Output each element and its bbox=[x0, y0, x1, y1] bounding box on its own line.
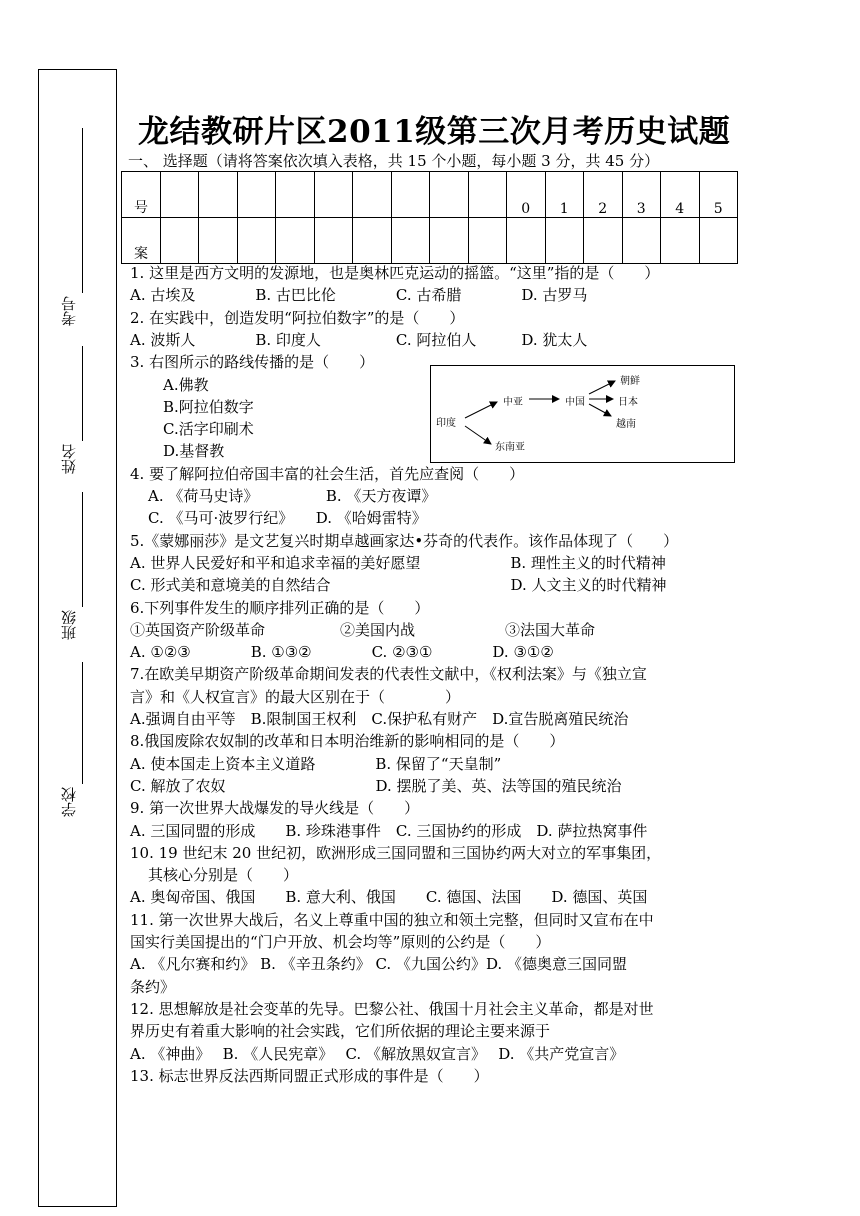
answer-row bbox=[122, 218, 738, 264]
question-line: 7.在欧美早期资产阶级革命期间发表的代表性文献中，《权利法案》与《独立宣 bbox=[130, 665, 647, 684]
question-line: A. 古埃及 B. 古巴比伦 C. 古希腊 D. 古罗马 bbox=[130, 286, 588, 305]
answer-cell[interactable] bbox=[314, 218, 353, 264]
school-line bbox=[82, 662, 83, 784]
question-line: A. 波斯人 B. 印度人 C. 阿拉伯人 D. 犹太人 bbox=[130, 330, 588, 349]
node-japan: 日本 bbox=[618, 397, 638, 408]
question-number-row bbox=[122, 172, 738, 218]
question-line: A. 《荷马史诗》 B. 《天方夜谭》 bbox=[148, 487, 437, 505]
name-field[interactable] bbox=[52, 346, 92, 486]
node-india: 印度 bbox=[436, 418, 456, 429]
question-line: 10. 19 世纪末 20 世纪初，欧洲形成三国同盟和三国协约两大对立的军事集团， bbox=[130, 843, 662, 862]
school-field[interactable] bbox=[52, 662, 92, 827]
header-cell bbox=[353, 172, 392, 218]
header-cell bbox=[314, 172, 353, 218]
question-line: 国实行美国提出的“门户开放、机会均等”原则的公约是（ ） bbox=[130, 933, 551, 951]
header-cell: 0 bbox=[507, 172, 546, 218]
question-line: C.活字印刷术 bbox=[163, 420, 254, 439]
answer-cell[interactable] bbox=[391, 218, 430, 264]
header-cell: 1 bbox=[545, 172, 584, 218]
arrow-india-southeast-asia bbox=[465, 426, 491, 444]
row-label-answer: 案 bbox=[122, 218, 161, 264]
section-heading: 一、 选择题（请将答案依次填入表格，共 15 个小题，每小题 3 分，共 45 分） bbox=[128, 152, 660, 170]
question-line: C. 解放了农奴 D. 摆脱了美、英、法等国的殖民统治 bbox=[130, 776, 622, 795]
header-cell: 2 bbox=[584, 172, 623, 218]
arrow-india-central-asia bbox=[465, 402, 497, 418]
question-line: 界历史有着重大影响的社会实践，它们所依据的理论主要来源于 bbox=[130, 1022, 551, 1041]
question-line: 11. 第一次世界大战后，名义上尊重中国的独立和领土完整，但同时又宣布在中 bbox=[130, 910, 654, 929]
answer-cell[interactable] bbox=[661, 218, 700, 264]
question-line: 12. 思想解放是社会变革的先导。巴黎公社、俄国十月社会主义革命，都是对世 bbox=[130, 999, 654, 1018]
name-label: 姓名 bbox=[60, 444, 78, 474]
class-line bbox=[82, 492, 83, 607]
route-diagram bbox=[430, 365, 735, 463]
answer-cell[interactable] bbox=[622, 218, 661, 264]
exam-number-field[interactable] bbox=[52, 128, 92, 338]
answer-cell[interactable] bbox=[507, 218, 546, 264]
node-central-asia: 中亚 bbox=[503, 397, 523, 408]
question-line: A. 《神曲》 B. 《人民宪章》 C. 《解放黑奴宣言》 D. 《共产党宣言》 bbox=[130, 1044, 625, 1063]
exam-title: 龙结教研片区2011级第三次月考历史试题 bbox=[138, 114, 731, 150]
answer-cell[interactable] bbox=[276, 218, 315, 264]
question-line: 6.下列事件发生的顺序排列正确的是（ ） bbox=[130, 598, 430, 617]
question-line: A. 奥匈帝国、俄国 B. 意大利、俄国 C. 德国、法国 D. 德国、英国 bbox=[130, 888, 648, 907]
answer-cell[interactable] bbox=[353, 218, 392, 264]
question-line: A. 三国同盟的形成 B. 珍珠港事件 C. 三国协约的形成 D. 萨拉热窝事件 bbox=[130, 821, 648, 840]
question-line: 言》和《人权宣言》的最大区别在于（ ） bbox=[130, 687, 461, 706]
question-line: A. ①②③ B. ①③② C. ②③① D. ③①② bbox=[130, 643, 554, 662]
answer-cell[interactable] bbox=[545, 218, 584, 264]
header-cell bbox=[237, 172, 276, 218]
header-cell bbox=[391, 172, 430, 218]
question-line: C. 《马可·波罗行纪》 D. 《哈姆雷特》 bbox=[148, 509, 427, 528]
node-korea: 朝鲜 bbox=[620, 376, 640, 387]
header-cell bbox=[276, 172, 315, 218]
header-cell bbox=[199, 172, 238, 218]
answer-cell[interactable] bbox=[584, 218, 623, 264]
question-line: A. 使本国走上资本主义道路 B. 保留了“天皇制” bbox=[130, 754, 502, 773]
answer-cell[interactable] bbox=[430, 218, 469, 264]
question-line: B.阿拉伯数字 bbox=[163, 397, 254, 416]
question-line: ①英国资产阶级革命 ②美国内战 ③法国大革命 bbox=[130, 620, 596, 639]
node-china: 中国 bbox=[565, 397, 585, 408]
header-cell: 5 bbox=[699, 172, 738, 218]
question-line: 9. 第一次世界大战爆发的导火线是（ ） bbox=[130, 799, 420, 818]
question-line: 3. 右图所示的路线传播的是（ ） bbox=[130, 353, 375, 372]
name-line bbox=[82, 346, 83, 441]
answer-cell[interactable] bbox=[468, 218, 507, 264]
question-line: 1. 这里是西方文明的发源地，也是奥林匹克运动的摇篮。“这里”指的是（ ） bbox=[130, 264, 660, 282]
header-cell bbox=[430, 172, 469, 218]
answer-cell[interactable] bbox=[237, 218, 276, 264]
header-cell bbox=[160, 172, 199, 218]
question-line: 2. 在实践中，创造发明“阿拉伯数字”的是（ ） bbox=[130, 308, 465, 327]
answer-table bbox=[121, 171, 738, 264]
question-line: D.基督教 bbox=[163, 442, 225, 461]
header-cell bbox=[468, 172, 507, 218]
class-field[interactable] bbox=[52, 492, 92, 657]
exam-number-label: 考号 bbox=[60, 296, 78, 326]
question-line: 4. 要了解阿拉伯帝国丰富的社会生活，首先应查阅（ ） bbox=[130, 464, 525, 483]
answer-cell[interactable] bbox=[199, 218, 238, 264]
school-label: 学校 bbox=[60, 787, 78, 817]
header-cell: 4 bbox=[661, 172, 700, 218]
header-cell: 3 bbox=[622, 172, 661, 218]
class-label: 班级 bbox=[60, 610, 78, 640]
node-vietnam: 越南 bbox=[616, 419, 636, 430]
node-southeast-asia: 东南亚 bbox=[495, 442, 525, 453]
arrow-china-vietnam bbox=[589, 404, 611, 416]
question-line: A. 世界人民爱好和平和追求幸福的美好愿望 B. 理性主义的时代精神 bbox=[130, 553, 666, 572]
answer-cell[interactable] bbox=[160, 218, 199, 264]
question-line: A. 《凡尔赛和约》 B. 《辛丑条约》 C. 《九国公约》D. 《德奥意三国同盟 bbox=[130, 955, 627, 974]
question-line: A.强调自由平等 B.限制国王权利 C.保护私有财产 D.宣告脱离殖民统治 bbox=[130, 710, 629, 728]
question-line: 5.《蒙娜丽莎》是文艺复兴时期卓越画家达•芬奇的代表作。该作品体现了（ ） bbox=[130, 531, 679, 550]
answer-cell[interactable] bbox=[699, 218, 738, 264]
question-line: 13. 标志世界反法西斯同盟正式形成的事件是（ ） bbox=[130, 1066, 489, 1085]
exam-number-line bbox=[82, 128, 83, 293]
question-line: 条约》 bbox=[130, 977, 176, 996]
question-line: A.佛教 bbox=[163, 375, 209, 394]
question-line: 其核心分别是（ ） bbox=[148, 866, 299, 885]
route-arrows bbox=[431, 366, 736, 464]
question-line: C. 形式美和意境美的自然结合 D. 人文主义的时代精神 bbox=[130, 576, 667, 595]
row-label-number: 号 bbox=[122, 172, 161, 218]
arrow-china-korea bbox=[589, 381, 615, 394]
question-line: 8.俄国废除农奴制的改革和日本明治维新的影响相同的是（ ） bbox=[130, 732, 565, 751]
